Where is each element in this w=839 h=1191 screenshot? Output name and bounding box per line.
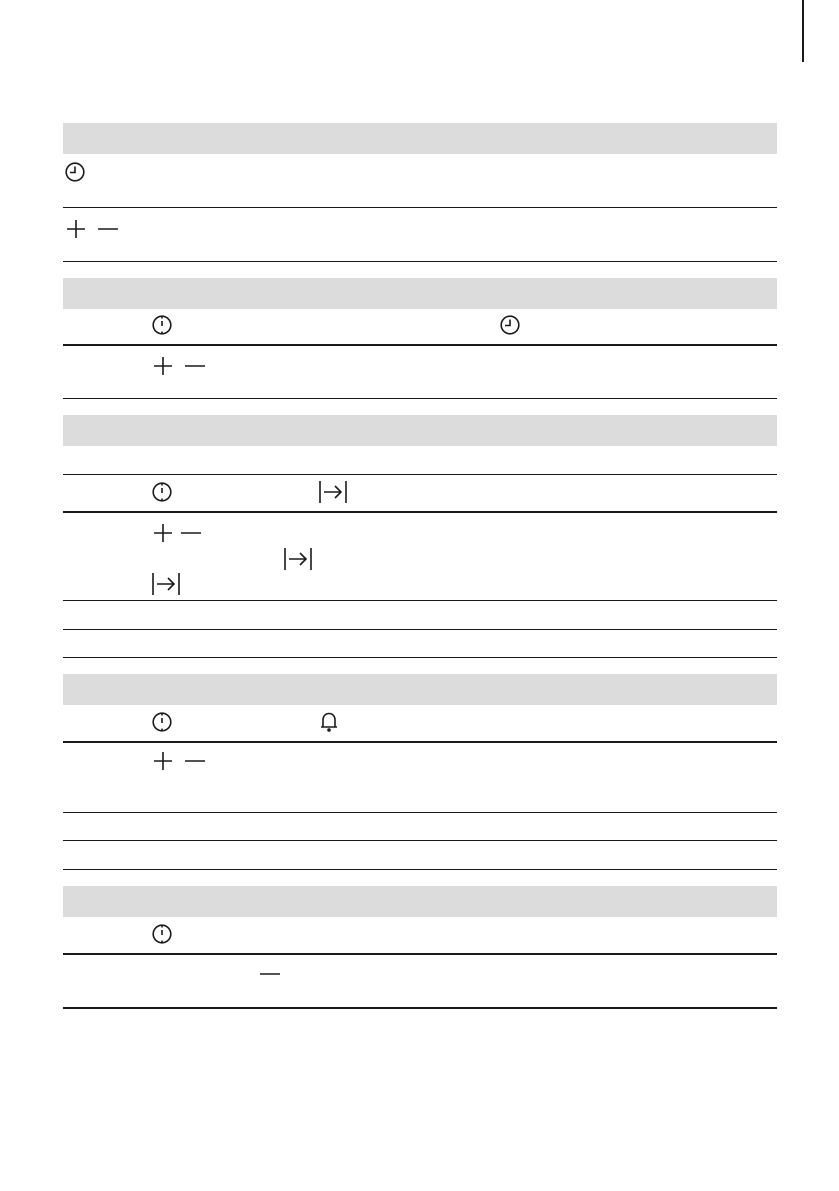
plus-icon — [67, 220, 85, 238]
section-gap — [63, 658, 777, 674]
section-1-step-1 — [63, 154, 777, 208]
minus-icon — [185, 357, 205, 375]
plus-icon — [154, 524, 172, 542]
section-3-note-row — [63, 630, 777, 658]
section-3-step-1 — [63, 475, 777, 513]
duration-arrow-icon — [319, 481, 347, 503]
plus-icon — [154, 752, 172, 770]
section-2-step-2 — [63, 346, 777, 399]
section-4-note-row — [63, 841, 777, 870]
section-gap — [63, 399, 777, 415]
duration-arrow-icon — [284, 548, 312, 570]
section-4-note-row — [63, 813, 777, 841]
time-of-day-icon — [65, 162, 85, 182]
section-4-step-1 — [63, 705, 777, 743]
section-3-step-2 — [63, 513, 777, 601]
minus-icon — [181, 524, 201, 542]
section-header-1 — [63, 123, 777, 154]
section-4-step-2 — [63, 743, 777, 813]
section-gap — [63, 870, 777, 886]
minus-icon — [185, 752, 205, 770]
section-5-step-2 — [63, 955, 777, 1009]
minus-icon — [98, 220, 118, 238]
section-3-intro-row — [63, 446, 777, 475]
section-3-note-row — [63, 601, 777, 630]
clock-icon — [152, 924, 172, 944]
section-1-step-2 — [63, 208, 777, 262]
page-edge-rule — [802, 0, 804, 62]
clock-icon — [152, 315, 172, 335]
section-2-step-1 — [63, 309, 777, 346]
section-5-step-1 — [63, 917, 777, 955]
time-of-day-icon — [500, 315, 520, 335]
section-header-4 — [63, 674, 777, 705]
minus-icon — [260, 965, 280, 983]
plus-icon — [154, 357, 172, 375]
clock-icon — [152, 482, 172, 502]
duration-arrow-icon — [152, 573, 180, 595]
section-gap — [63, 262, 777, 278]
bell-icon — [319, 711, 339, 733]
section-header-3 — [63, 415, 777, 446]
clock-icon — [152, 712, 172, 732]
section-header-2 — [63, 278, 777, 309]
section-header-5 — [63, 886, 777, 917]
clock-functions-table — [63, 123, 777, 1009]
